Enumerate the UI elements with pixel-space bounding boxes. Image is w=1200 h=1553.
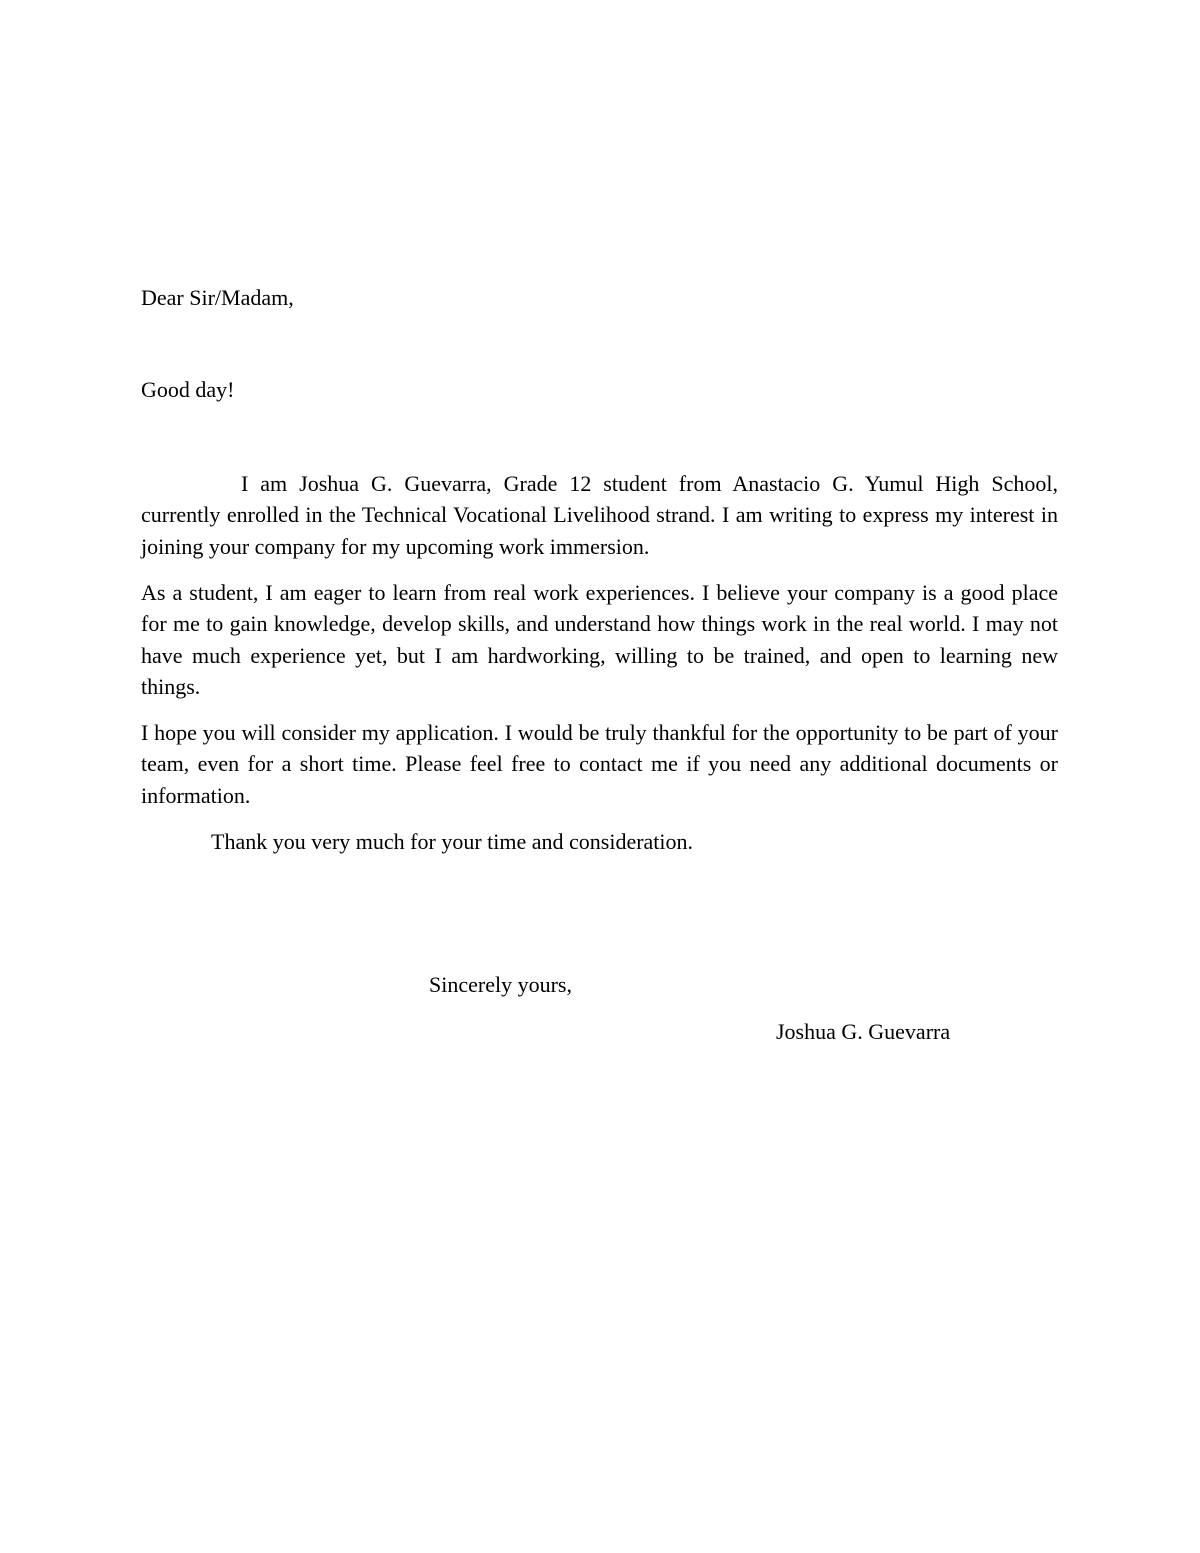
greeting: Good day! (141, 377, 235, 402)
paragraph-intro: I am Joshua G. Guevarra, Grade 12 student from Anastacio G. Yumul High School, currently enrolled in the Technical Vocational Livelihood strand. I am writing to express my interest in joining your company for my upcoming work immersion. (141, 471, 1058, 559)
paragraph-request: I hope you will consider my application. I would be truly thankful for the opportunity to be part of your team, even for a short time. Please feel free to contact me if you need any additional documents or information. (141, 720, 1058, 808)
salutation: Dear Sir/Madam, (141, 285, 294, 310)
thanks-line: Thank you very much for your time and consideration. (211, 829, 694, 854)
paragraph-motivation: As a student, I am eager to learn from real work experiences. I believe your company is a good place for me to gain knowledge, develop skills, and understand how things work in the real world. I may not have much experience yet, but I am hardworking, willing to be trained, and open to learning new things. (141, 580, 1058, 699)
closing: Sincerely yours, (429, 972, 572, 997)
signature-name: Joshua G. Guevarra (776, 1019, 951, 1044)
